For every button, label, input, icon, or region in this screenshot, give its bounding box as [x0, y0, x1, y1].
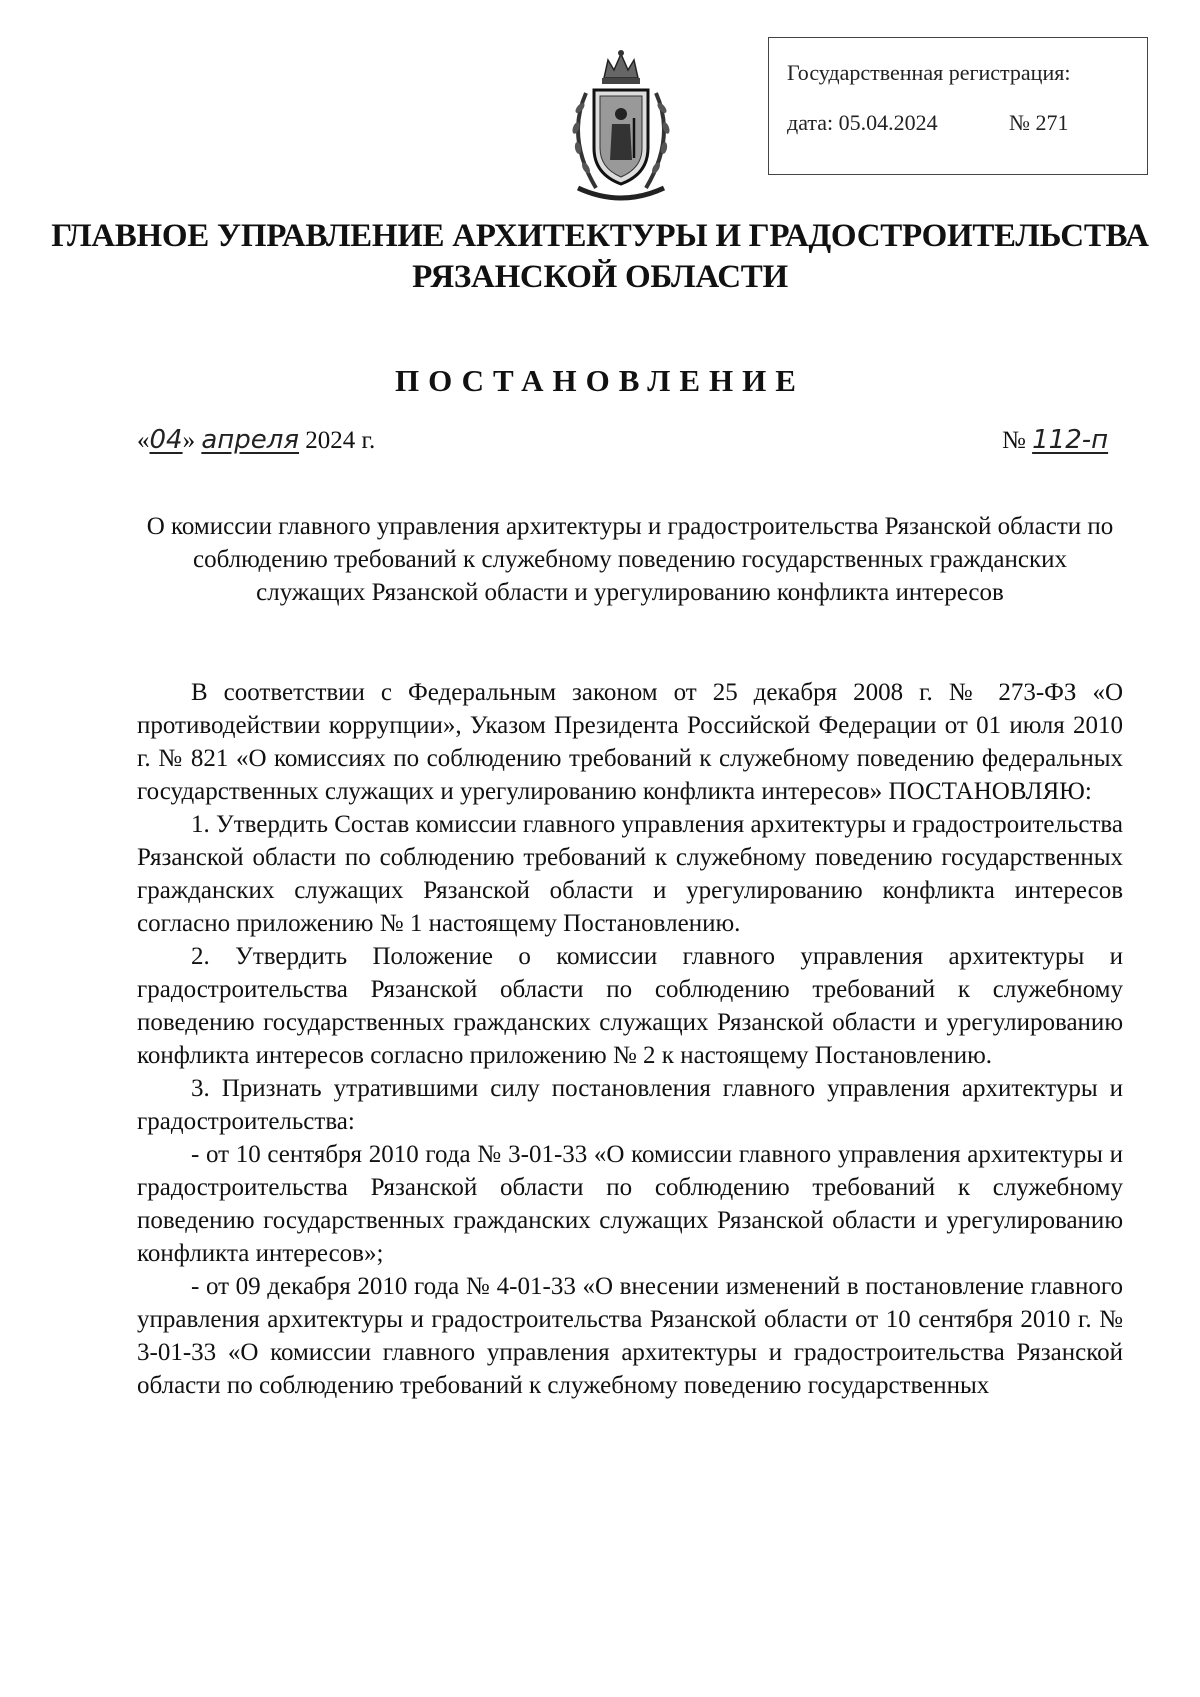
document-number: [1002, 425, 1108, 455]
body-paragraph: 3. Признать утратившими силу постановления главного управления архитектуры и градостроительства:: [137, 1075, 1123, 1135]
document-date: [137, 425, 375, 455]
body-paragraph: - от 10 сентября 2010 года № 3-01-33 «О комиссии главного управления архитектуры и градостроительства Рязанской области по соблюдению требований к служебному поведению государственных гражданских служащих Рязанской области и урегулированию конфликта интересов»;: [137, 1141, 1123, 1267]
registration-date: 05.04.2024: [838, 110, 938, 135]
registration-number-label: №: [1009, 110, 1030, 135]
document-subject: О комиссии главного управления архитектуры и градостроительства Рязанской области по соблюдению требований к служебному поведению государственных гражданских служащих Рязанской области и урегулированию конфликта интересов: [146, 513, 1114, 606]
registration-stamp: [768, 37, 1148, 175]
body-paragraph: - от 09 декабря 2010 года № 4-01-33 «О внесении изменений в постановление главного управления архитектуры и градостроительства Рязанской области от 10 сентября 2010 г. № 3-01-33 «О комиссии главного управления архитектуры и градостроительства Рязанской области по соблюдению требований к служебному поведению государственных: [137, 1273, 1123, 1399]
document-body: [137, 676, 1123, 1402]
document-number-label: №: [1002, 427, 1026, 454]
registration-number: [1009, 110, 1069, 136]
registration-date-label: дата:: [787, 110, 834, 135]
date-year: 2024 г.: [305, 427, 376, 454]
registration-details: [787, 110, 1147, 160]
registration-title: Государственная регистрация:: [787, 60, 1071, 85]
preamble-paragraph: В соответствии с Федеральным законом от 25 декабря 2008 г. № 273-ФЗ «О противодействии коррупции», Указом Президента Российской Федерации от 01 июля 2010 г. № 821 «О комиссиях по соблюдению требований к служебному поведению федеральных государственных служащих и урегулированию конфликта интересов» ПОСТАНОВЛЯЮ:: [137, 679, 1123, 805]
date-close-quote: »: [182, 427, 196, 454]
document-type: ПОСТАНОВЛЕНИЕ: [395, 363, 805, 398]
agency-name-line2: РЯЗАНСКОЙ ОБЛАСТИ: [412, 259, 788, 295]
date-month: апреля: [201, 425, 300, 455]
document-number-value: 112-п: [1032, 425, 1109, 455]
date-day: 04: [149, 425, 183, 455]
agency-name-line1: ГЛАВНОЕ УПРАВЛЕНИЕ АРХИТЕКТУРЫ И ГРАДОСТРОИТЕЛЬСТВА: [51, 218, 1149, 254]
body-paragraph: 2. Утвердить Положение о комиссии главного управления архитектуры и градостроительства Рязанской области по соблюдению требований к служебному поведению государственных гражданских служащих Рязанской области и урегулированию конфликта интересов согласно приложению № 2 к настоящему Постановлению.: [137, 943, 1123, 1069]
body-paragraph: 1. Утвердить Состав комиссии главного управления архитектуры и градостроительства Рязанской области по соблюдению требований к служебному поведению государственных гражданских служащих Рязанской области и урегулированию конфликта интересов согласно приложению № 1 настоящему Постановлению.: [137, 811, 1123, 937]
registration-number-value: 271: [1035, 110, 1069, 135]
ryazan-coat-of-arms-icon: [556, 48, 686, 208]
date-open-quote: «: [137, 427, 150, 454]
